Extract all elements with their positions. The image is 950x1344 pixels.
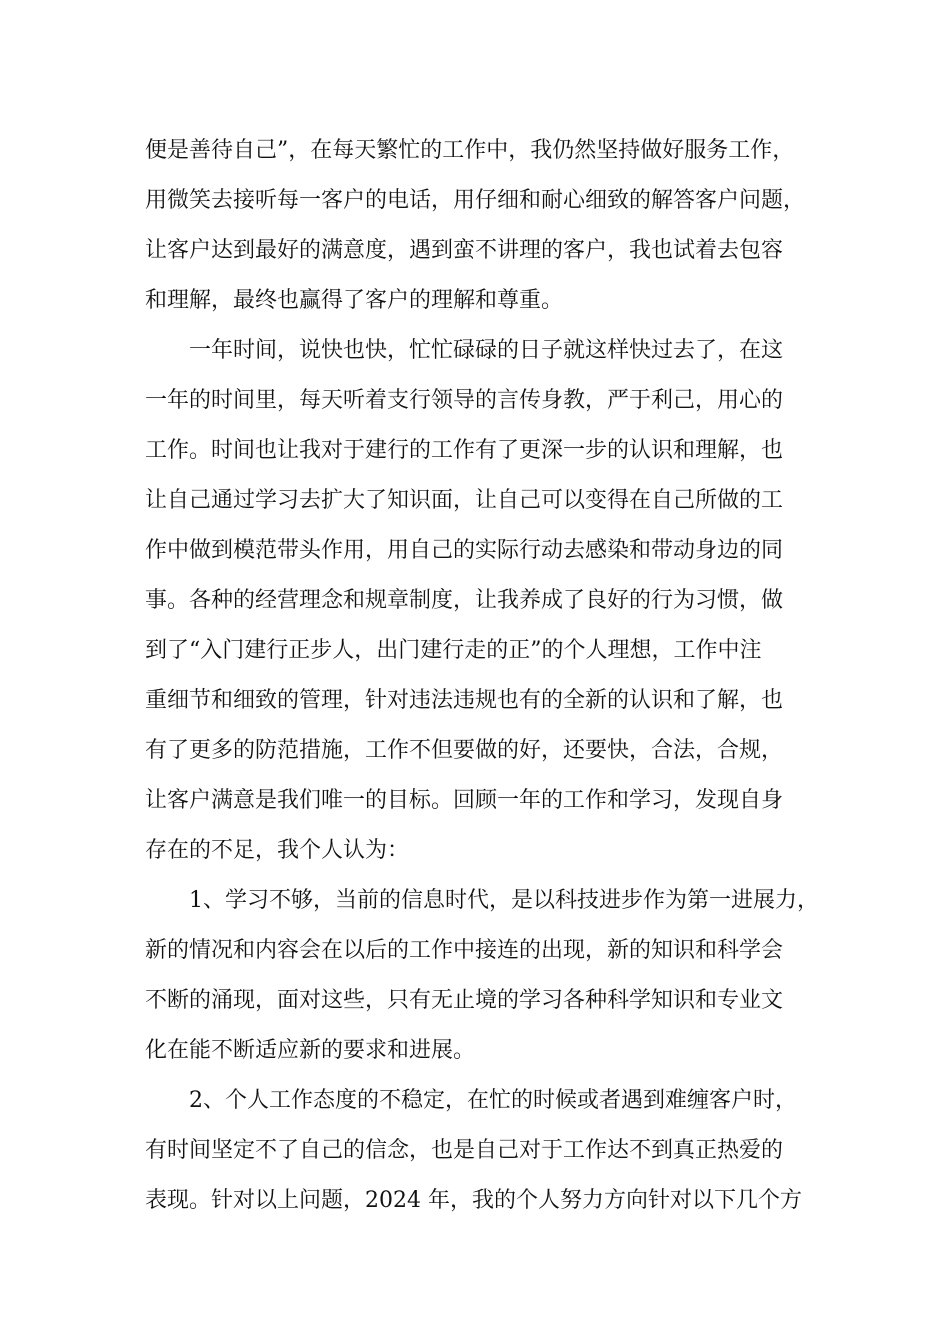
text-line: 一年时间，说快也快，忙忙碌碌的日子就这样快过去了，在这 [189,338,784,363]
text-line: 2、个人工作态度的不稳定，在忙的时候或者遇到难缠客户时， [189,1088,797,1113]
paragraph-4 [145,1076,825,1226]
text-line: 化在能不断适应新的要求和进展。 [145,1038,476,1063]
text-line: 不断的涌现，面对这些，只有无止境的学习各种科学知识和专业文 [145,988,784,1013]
text-line: 存在的不足，我个人认为： [145,838,410,863]
text-line: 新的情况和内容会在以后的工作中接连的出现，新的知识和科学会 [145,938,784,963]
text-line: 一年的时间里，每天听着支行领导的言传身教，严于利己，用心的 [145,388,784,413]
text-line: 和理解，最终也赢得了客户的理解和尊重。 [145,288,564,313]
text-line: 让客户达到最好的满意度，遇到蛮不讲理的客户，我也试着去包容 [145,238,784,263]
text-line: 有时间坚定不了自己的信念，也是自己对于工作达不到真正热爱的 [145,1138,784,1163]
text-line: 重细节和细致的管理，针对违法违规也有的全新的认识和了解，也 [145,688,784,713]
text-line: 到了“入门建行正步人，出门建行走的正”的个人理想，工作中注 [145,638,762,663]
text-line: 工作。时间也让我对于建行的工作有了更深一步的认识和理解，也 [145,438,784,463]
paragraph-3 [145,876,825,1076]
text-line: 便是善待自己”，在每天繁忙的工作中，我仍然坚持做好服务工作， [145,138,795,163]
paragraph-1 [145,126,825,326]
paragraph-2 [145,326,825,876]
text-line: 用微笑去接听每一客户的电话，用仔细和耐心细致的解答客户问题， [145,188,806,213]
document-body [145,126,825,1226]
text-line: 有了更多的防范措施，工作不但要做的好，还要快，合法，合规， [145,738,784,763]
text-line: 让自己通过学习去扩大了知识面，让自己可以变得在自己所做的工 [145,488,784,513]
text-line: 事。各种的经营理念和规章制度，让我养成了良好的行为习惯，做 [145,588,784,613]
text-line: 让客户满意是我们唯一的目标。回顾一年的工作和学习，发现自身 [145,788,784,813]
text-line: 表现。针对以上问题，2024 年，我的个人努力方向针对以下几个方 [145,1188,802,1213]
text-line: 1、学习不够，当前的信息时代，是以科技进步作为第一进展力， [189,888,819,913]
text-line: 作中做到模范带头作用，用自己的实际行动去感染和带动身边的同 [145,538,784,563]
